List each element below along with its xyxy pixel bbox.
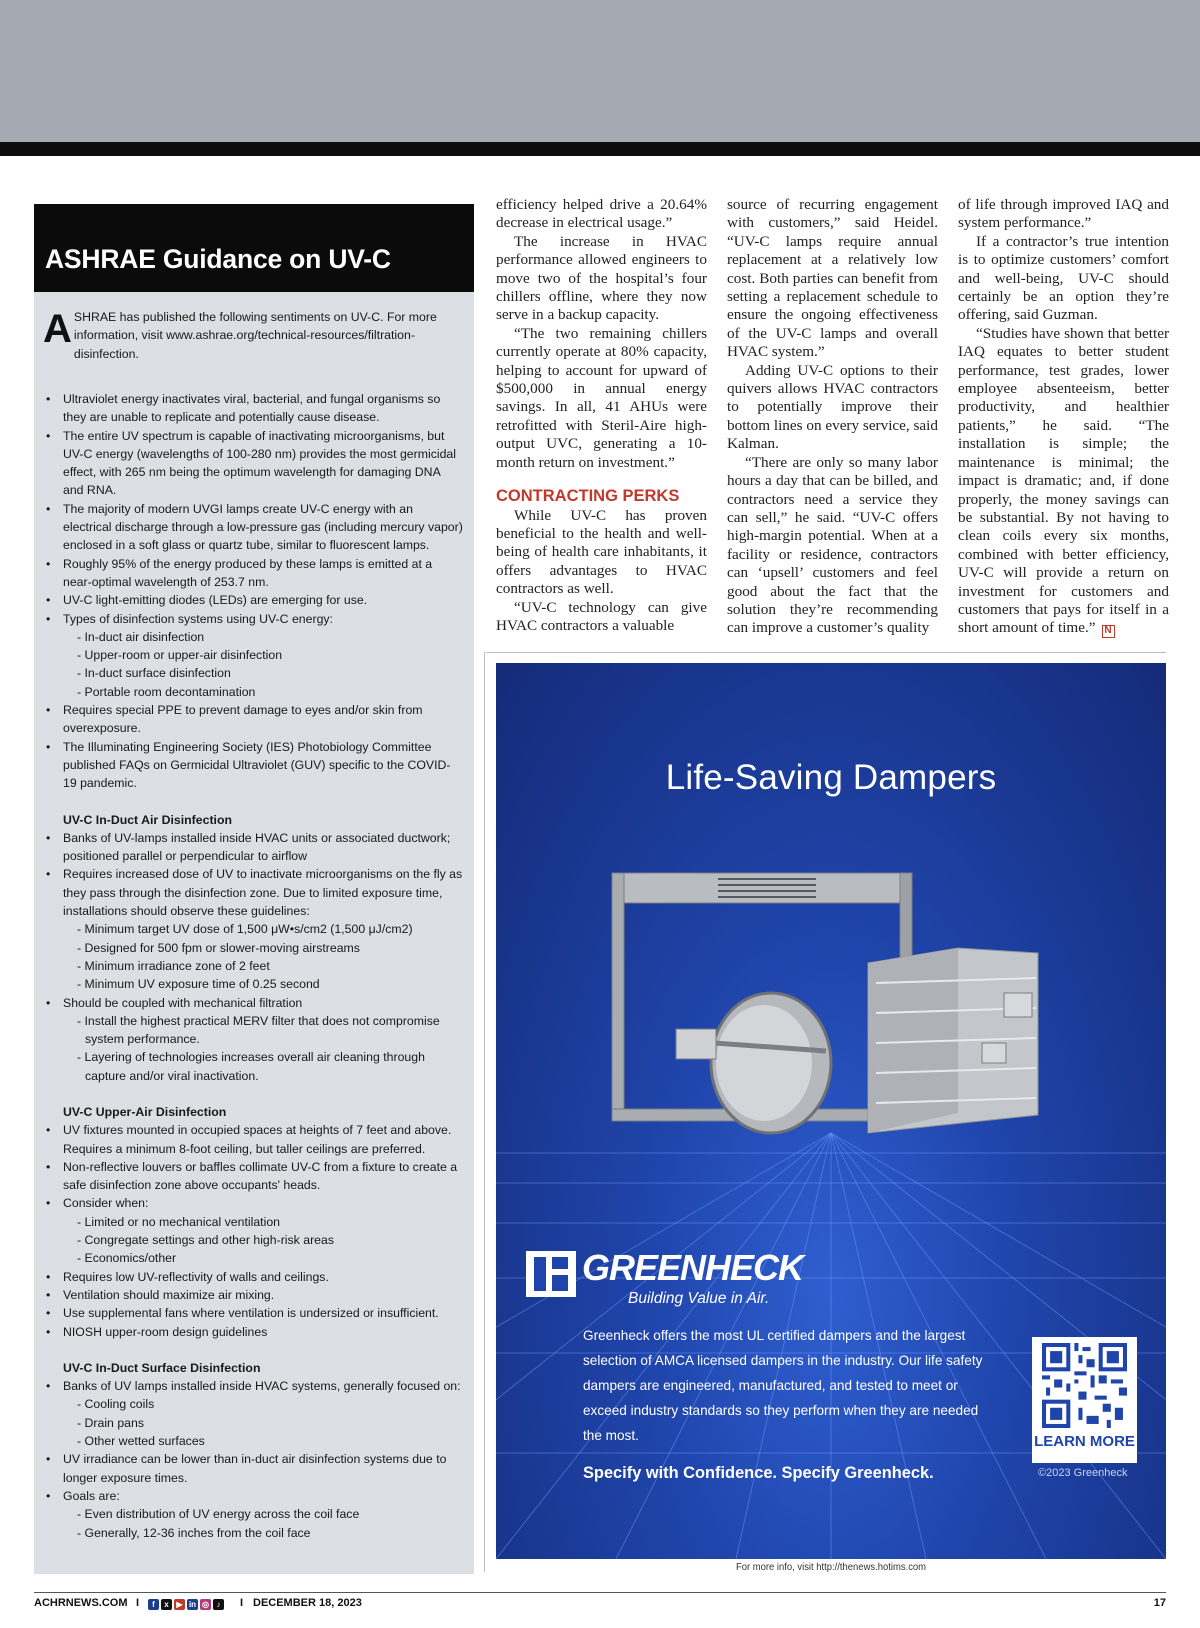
instagram-icon[interactable]: ◎	[200, 1599, 211, 1610]
list-item: • NIOSH upper-room design guidelines	[44, 1323, 464, 1341]
ad-headline: Life-Saving Dampers	[665, 758, 997, 797]
article-paragraph: source of recurring engagement with customers,” said Heidel. “UV-C lamps require annual replacement at a relatively low cost. Both parties can benefit from setting a replacement schedule to ensure the ongoing effectiveness of the UV-C lamps and overall HVAC system.”	[727, 196, 938, 361]
linkedin-icon[interactable]: in	[188, 1600, 197, 1609]
article-paragraph	[958, 325, 1169, 639]
list-item: • The entire UV spectrum is capable of inactivating microorganisms, but UV-C energy (wavelengths of 100-280 nm) provides the most germicidal effect, with 265 nm being the optimum wavelength for damaging DNA and RNA.	[44, 427, 464, 500]
footer-separator: I	[136, 1597, 140, 1609]
sub-list	[63, 920, 464, 993]
sub-item: - Layering of technologies increases overall air cleaning through capture and/or viral inactivation.	[77, 1050, 425, 1083]
sidebar-intro	[44, 308, 464, 368]
list-item: • Roughly 95% of the energy produced by these lamps is emitted at a near-optimal wavelength of 253.7 nm.	[44, 555, 464, 592]
article-paragraph: “There are only so many labor hours a day that can be billed, and contractors need a service they can sell,” he said. “UV-C offers high-margin potential. When at a facility or residence, contractors can ‘upsell’ customers and feel good about the fact that the solution they’re recommending can improve a customer’s quality	[727, 453, 938, 637]
header-rule	[0, 142, 1200, 156]
article-paragraph: If a contractor’s true intention is to optimize customers’ comfort and well-being, UV-C should certainly be an option they’re offering, said Guzman.	[958, 232, 1169, 324]
article-paragraph-text: “Studies have shown that better IAQ equates to better student performance, test grades, lower employee absenteeism, better productivity, and healthier patients,” he said. “The installation is simple; the maintenance is minimal; the impact is dramatic; and, if done properly, the money savings can be substantial. By not having to clean coils every six months, combined with better efficiency, UV-C will provide a return on investment for customers and customers that pays for itself in a short amount of time.”	[958, 324, 1169, 637]
sub-item: - Congregate settings and other high-risk areas	[77, 1233, 335, 1248]
sidebar-bullet-list	[44, 390, 464, 793]
sub-list	[63, 1213, 464, 1268]
qr-code-icon	[1042, 1343, 1127, 1428]
article-paragraph: Adding UV-C options to their quivers allows HVAC contractors to potentially improve their bottom lines on every service, said Kalman.	[727, 361, 938, 453]
qr-code-panel[interactable]	[1032, 1337, 1137, 1463]
sub-item: - Other wetted surfaces	[77, 1434, 205, 1449]
list-item: • The Illuminating Engineering Society (IES) Photobiology Committee published FAQs on Germicidal Ultraviolet (GUV) specific to the COVID-19 pandemic.	[44, 738, 464, 793]
list-item	[44, 1487, 464, 1542]
article-paragraph: The increase in HVAC performance allowed engineers to move two of the hospital’s four chillers offline, where they now serve in a backup capacity.	[496, 232, 707, 324]
sub-item: - Upper-room or upper-air disinfection	[77, 648, 283, 663]
list-item	[44, 1377, 464, 1450]
ad-frame-rule	[486, 652, 1166, 653]
sub-list	[63, 1395, 464, 1450]
list-item-text: Banks of UV lamps installed inside HVAC systems, generally focused on:	[63, 1379, 461, 1394]
article-column-1	[496, 196, 707, 635]
article-column-3	[958, 196, 1169, 638]
sub-item: - Designed for 500 fpm or slower-moving airstreams	[77, 940, 360, 955]
sub-item: - Drain pans	[77, 1415, 144, 1430]
footer-site[interactable]: ACHRNEWS.COM	[34, 1597, 128, 1609]
list-item	[44, 1194, 464, 1267]
sub-item: - In-duct surface disinfection	[77, 666, 231, 681]
brand-tagline: Building Value in Air.	[628, 1290, 770, 1307]
social-icons	[148, 1597, 226, 1610]
list-item: • Ultraviolet energy inactivates viral, bacterial, and fungal organisms so they are unable to replicate and potentially cause disease.	[44, 390, 464, 427]
list-item-text: Consider when:	[63, 1196, 149, 1211]
section-heading: UV-C Upper-Air Disinfection	[63, 1104, 227, 1119]
list-item	[44, 865, 464, 993]
section-heading: UV-C In-Duct Surface Disinfection	[63, 1360, 261, 1375]
sidebar-header	[34, 204, 474, 292]
list-item: • The majority of modern UVGI lamps create UV-C energy with an electrical discharge through a low-pressure gas (including mercury vapor) enclosed in a soft glass or quartz tube, similar to fluorescent lamps.	[44, 500, 464, 555]
list-item: • UV-C light-emitting diodes (LEDs) are emerging for use.	[44, 591, 464, 609]
list-item	[44, 994, 464, 1085]
list-item	[44, 610, 464, 701]
list-item: • UV irradiance can be lower than in-duct air disinfection systems due to longer exposure times.	[44, 1450, 464, 1487]
sub-item: - Minimum UV exposure time of 0.25 second	[77, 977, 320, 992]
drop-cap: A	[43, 307, 72, 351]
rectangular-damper	[868, 948, 1038, 1133]
list-item: • Non-reflective louvers or baffles collimate UV-C from a fixture to create a safe disinfection zone above occupants' heads.	[44, 1158, 464, 1195]
list-item-text: Types of disinfection systems using UV-C energy:	[63, 611, 333, 626]
ad-info-link[interactable]: For more info, visit http://thenews.hotims.com	[735, 1561, 927, 1573]
sidebar-body	[34, 292, 474, 1542]
section-list	[44, 1377, 464, 1542]
learn-more-label[interactable]: LEARN MORE	[1034, 1433, 1135, 1450]
sub-item: - Even distribution of UV energy across the coil face	[77, 1507, 360, 1522]
list-item: • Requires low UV-reflectivity of walls and ceilings.	[44, 1268, 464, 1286]
page-number: 17	[1153, 1597, 1166, 1609]
facebook-icon[interactable]: f	[148, 1599, 159, 1610]
tiktok-icon[interactable]: ♪	[213, 1599, 224, 1610]
article-paragraph: While UV-C has proven beneficial to the health and well-being of health care inhabitants, it offers advantages to HVAC contractors as well.	[496, 506, 707, 598]
ad-body-copy: Greenheck offers the most UL certified dampers and the largest selection of AMCA licensed dampers in the industry. Our life safety dampers are engineered, manufactured, and tested to meet or exceed industry standards so they perform when they are needed the most.	[583, 1328, 983, 1443]
sidebar-title: ASHRAE Guidance on UV-C	[45, 244, 391, 274]
sub-item: - Minimum irradiance zone of 2 feet	[77, 958, 270, 973]
list-item: • Use supplemental fans where ventilation is undersized or insufficient.	[44, 1304, 464, 1322]
article-subhead: CONTRACTING PERKS	[496, 487, 680, 506]
footer-date: DECEMBER 18, 2023	[253, 1597, 362, 1609]
sub-item: - Install the highest practical MERV filter that does not compromise system performance.	[77, 1013, 440, 1047]
sub-item: - Minimum target UV dose of 1,500 μW•s/cm2 (1,500 μJ/cm2)	[77, 922, 413, 937]
sub-item: - Limited or no mechanical ventilation	[77, 1214, 281, 1229]
article-paragraph: efficiency helped drive a 20.64% decrease in electrical usage.”	[496, 196, 707, 232]
sub-item: - Economics/other	[77, 1251, 177, 1266]
section-list	[44, 829, 464, 1085]
article-paragraph: of life through improved IAQ and system performance.”	[958, 196, 1169, 232]
list-item-text: Requires increased dose of UV to inactivate microorganisms on the fly as they pass through the disinfection zone. Due to limited exposure time, installations should observe these guidelines:	[63, 867, 463, 919]
page-footer	[34, 1596, 1166, 1612]
article-paragraph: “The two remaining chillers currently operate at 80% capacity, helping to account for upward of $500,000 in annual energy savings. In all, 41 AHUs were retrofitted with Steril-Aire high-output UVC, generating a 10-month return on investment.”	[496, 324, 707, 471]
sub-list	[63, 1505, 464, 1542]
footer-separator: I	[240, 1597, 244, 1609]
sub-list	[63, 628, 464, 701]
sub-list	[63, 1012, 464, 1085]
list-item-text: Goals are:	[63, 1488, 120, 1503]
end-mark-icon: N	[1102, 625, 1115, 638]
sub-item: - Cooling coils	[77, 1397, 155, 1412]
footer-rule	[34, 1592, 1166, 1593]
ad-copyright: ©2023 Greenheck	[1038, 1467, 1128, 1479]
article-column-2	[727, 196, 938, 638]
brand-wordmark: GREENHECK	[582, 1247, 804, 1288]
greenheck-ad[interactable]	[496, 663, 1166, 1559]
list-item: • UV fixtures mounted in occupied spaces at heights of 7 feet and above. Requires a minimum 8-foot ceiling, but taller ceilings are preferred.	[44, 1121, 464, 1158]
x-icon[interactable]: x	[161, 1599, 172, 1610]
sidebar-intro-text: SHRAE has published the following sentiments on UV-C. For more information, visit www.ashrae.org/technical-resources/filtration-disinfection.	[73, 310, 437, 361]
list-item: • Ventilation should maximize air mixing.	[44, 1286, 464, 1304]
ad-call-to-action: Specify with Confidence. Specify Greenheck.	[583, 1464, 934, 1482]
greenheck-logo-icon	[526, 1251, 576, 1297]
list-item: • Banks of UV-lamps installed inside HVAC units or associated ductwork; positioned parallel or perpendicular to airflow	[44, 829, 464, 866]
section-list	[44, 1121, 464, 1341]
list-item: • Requires special PPE to prevent damage to eyes and/or skin from overexposure.	[44, 701, 464, 738]
sub-item: - Portable room decontamination	[77, 684, 256, 699]
youtube-icon[interactable]: ▶	[174, 1599, 185, 1610]
header-band	[0, 0, 1200, 142]
section-heading: UV-C In-Duct Air Disinfection	[63, 812, 232, 827]
article-paragraph: “UV-C technology can give HVAC contractors a valuable	[496, 598, 707, 634]
ad-frame-rule	[484, 652, 485, 1572]
sub-item: - Generally, 12-36 inches from the coil face	[77, 1525, 311, 1540]
sub-item: - In-duct air disinfection	[77, 629, 205, 644]
ashrae-sidebar	[34, 204, 474, 1574]
list-item-text: Should be coupled with mechanical filtration	[63, 995, 303, 1010]
